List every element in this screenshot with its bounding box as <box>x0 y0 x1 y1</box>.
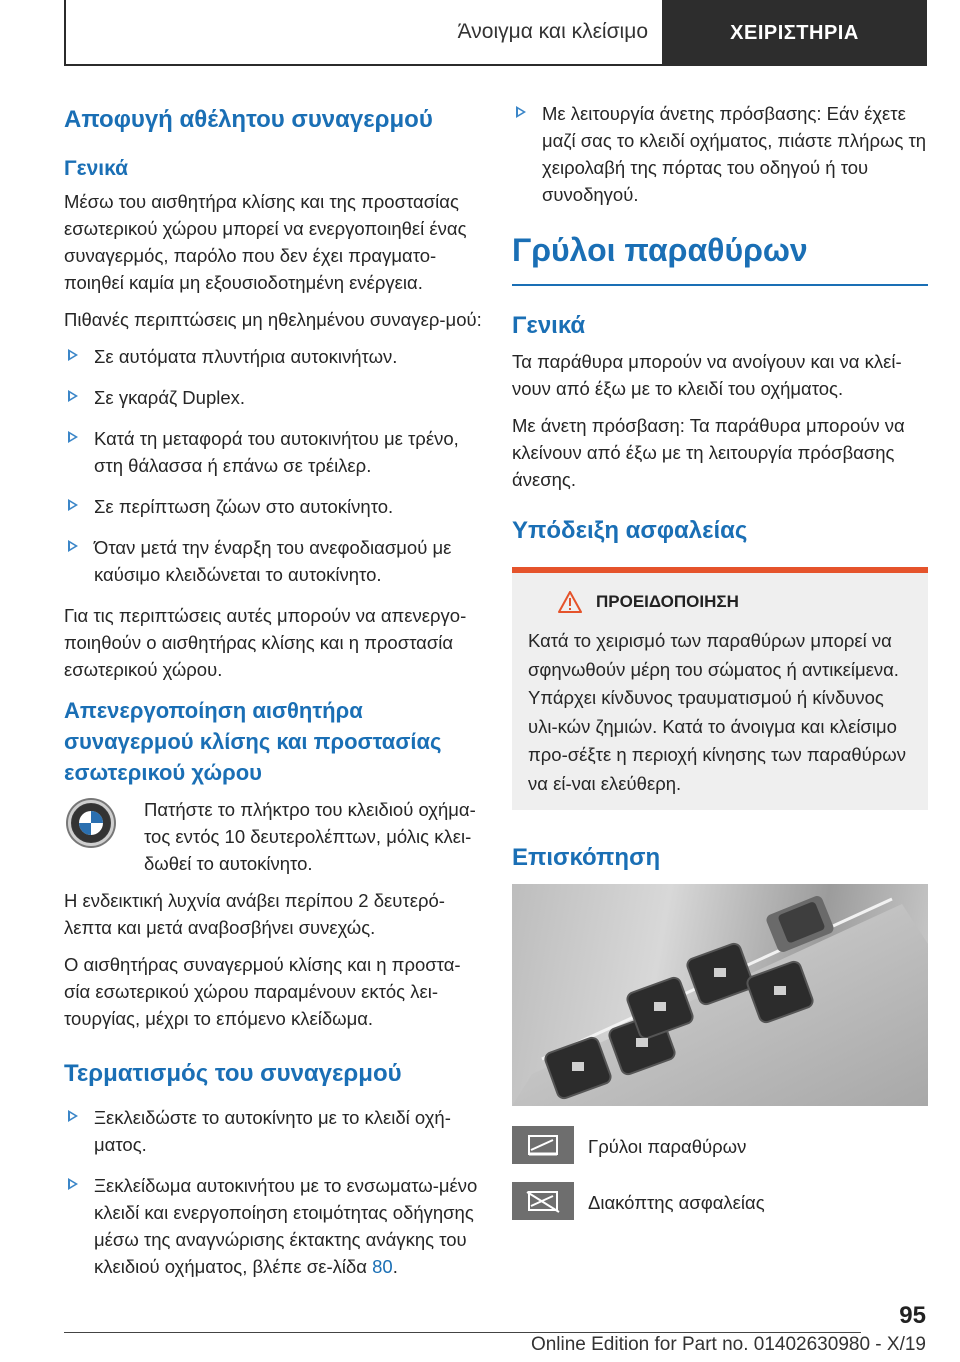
list-item: Ξεκλείδωμα αυτοκινήτου με το ενσωματω-μένο κλειδί και ενεργοποίηση ετοιμότητας οδήγησης μέσω της αναγνώρισης έκτακτης ανάγκης του κλειδιού οχήματος, βλέπε σε-λίδα 80. <box>64 1172 482 1280</box>
legend-label: Διακόπτης ασφαλείας <box>588 1192 765 1213</box>
triangle-bullet-icon <box>68 390 78 402</box>
list-item: Σε περίπτωση ζώων στο αυτοκίνητο. <box>64 493 482 520</box>
legend-label: Γρύλοι παραθύρων <box>588 1136 747 1157</box>
paragraph: Για τις περιπτώσεις αυτές μπορούν να απενεργο-ποιηθούν ο αισθητήρας κλίσης και η προστασία εσωτερικού χώρου. <box>64 605 467 680</box>
key-instruction <box>64 796 482 877</box>
window-lifts-title: Γρύλοι παραθύρων <box>512 230 928 286</box>
triangle-bullet-icon <box>68 349 78 361</box>
footer-edition: Online Edition for Part no. 01402630980 - X/19 <box>530 1334 926 1355</box>
list-item: Σε γκαράζ Duplex. <box>64 384 482 411</box>
legend-item <box>512 1124 928 1164</box>
paragraph: Πιθανές περιπτώσεις μη ηθελημένου συναγερ-μού: <box>64 309 482 330</box>
window-switches-photo <box>512 884 928 1106</box>
bullet-list <box>64 343 482 588</box>
left-column <box>64 100 482 1294</box>
paragraph: Πατήστε το πλήκτρο του κλειδιού οχήμα-τος εντός 10 δευτερολέπτων, μόλις κλει-δωθεί το αυτοκίνητο. <box>144 799 476 874</box>
bmw-logo-icon <box>68 800 114 846</box>
list-item: Κατά τη μεταφορά του αυτοκινήτου με τρένο, στη θάλασσα ή επάνω σε τρέιλερ. <box>64 425 482 479</box>
safety-switch-icon <box>512 1182 574 1220</box>
window-lift-icon <box>512 1126 574 1164</box>
general-heading: Γενικά <box>64 157 129 180</box>
footer-divider <box>64 1332 861 1333</box>
paragraph: Η ενδεικτική λυχνία ανάβει περίπου 2 δευτερό-λεπτα και μετά αναβοσβήνει συνεχώς. <box>64 890 445 938</box>
paragraph: Τα παράθυρα μπορούν να ανοίγουν και να κλεί-νουν από έξω με το κλειδί του οχήματος. <box>512 351 902 399</box>
warning-box <box>512 567 928 810</box>
page-number: 95 <box>899 1302 926 1329</box>
deactivation-heading: Απενεργοποίηση αισθητήρα συναγερμού κλίσης και προστασίας εσωτερικού χώρου <box>64 698 442 785</box>
warning-title: ΠΡΟΕΙΔΟΠΟΙΗΣΗ <box>596 592 739 611</box>
paragraph: Με άνετη πρόσβαση: Τα παράθυρα μπορούν να κλείνουν από έξω με τη λειτουργία πρόσβασης άνεσης. <box>512 415 905 490</box>
bullet-list <box>512 100 928 208</box>
safety-heading: Υπόδειξη ασφαλείας <box>512 517 748 544</box>
triangle-bullet-icon <box>68 431 78 443</box>
end-alarm-heading: Τερματισμός του συναγερμού <box>64 1060 402 1087</box>
chapter-tab: ΧΕΙΡΙΣΤΗΡΙΑ <box>662 0 927 66</box>
triangle-bullet-icon <box>516 106 526 118</box>
section-title: Άνοιγμα και κλείσιμο <box>457 20 648 43</box>
list-item: Σε αυτόματα πλυντήρια αυτοκινήτων. <box>64 343 482 370</box>
list-item: Όταν μετά την έναρξη του ανεφοδιασμού με καύσιμο κλειδώνεται το αυτοκίνητο. <box>64 534 482 588</box>
triangle-bullet-icon <box>68 1178 78 1190</box>
warning-triangle-icon <box>558 591 582 613</box>
general-heading: Γενικά <box>512 312 586 339</box>
right-column <box>512 100 928 1236</box>
warning-text: Κατά το χειρισμό των παραθύρων μπορεί να σφηνωθούν μέρη του σώματος ή αντικείμενα. Υπάρχει κίνδυνος τραυματισμού ή κίνδυνος υλι-κών ζημιών. Κατά το άνοιγμα και κλείσιμο προ-σέξτε η περιοχή κίνησης των παραθύρων να εί-ναι ελεύθερη. <box>528 630 906 794</box>
bullet-list <box>64 1104 482 1280</box>
paragraph: Μέσω του αισθητήρα κλίσης και της προστασίας εσωτερικού χώρου μπορεί να ενεργοποιηθεί ένας συναγερμός, παρόλο που δεν έχει πραγματο-ποιηθεί καμία μη εξουσιοδοτημένη ενέργεια. <box>64 191 467 293</box>
page-link[interactable]: 80 <box>372 1256 393 1277</box>
triangle-bullet-icon <box>68 540 78 552</box>
list-item: Με λειτουργία άνετης πρόσβασης: Εάν έχετε μαζί σας το κλειδί οχήματος, πιάστε πλήρως τη χειρολαβή της πόρτας του οδηγού ή του συνοδηγού. <box>512 100 928 208</box>
list-item: Ξεκλειδώστε το αυτοκίνητο με το κλειδί οχή-ματος. <box>64 1104 482 1158</box>
paragraph: Ο αισθητήρας συναγερμού κλίσης και η προστα-σία εσωτερικού χώρου παραμένουν εκτός λει-τουργίας, μέχρι το επόμενο κλείδωμα. <box>64 954 461 1029</box>
triangle-bullet-icon <box>68 1110 78 1122</box>
overview-heading: Επισκόπηση <box>512 844 661 871</box>
triangle-bullet-icon <box>68 499 78 511</box>
legend-item <box>512 1180 928 1220</box>
left-title: Αποφυγή αθέλητου συναγερμού <box>64 106 433 133</box>
